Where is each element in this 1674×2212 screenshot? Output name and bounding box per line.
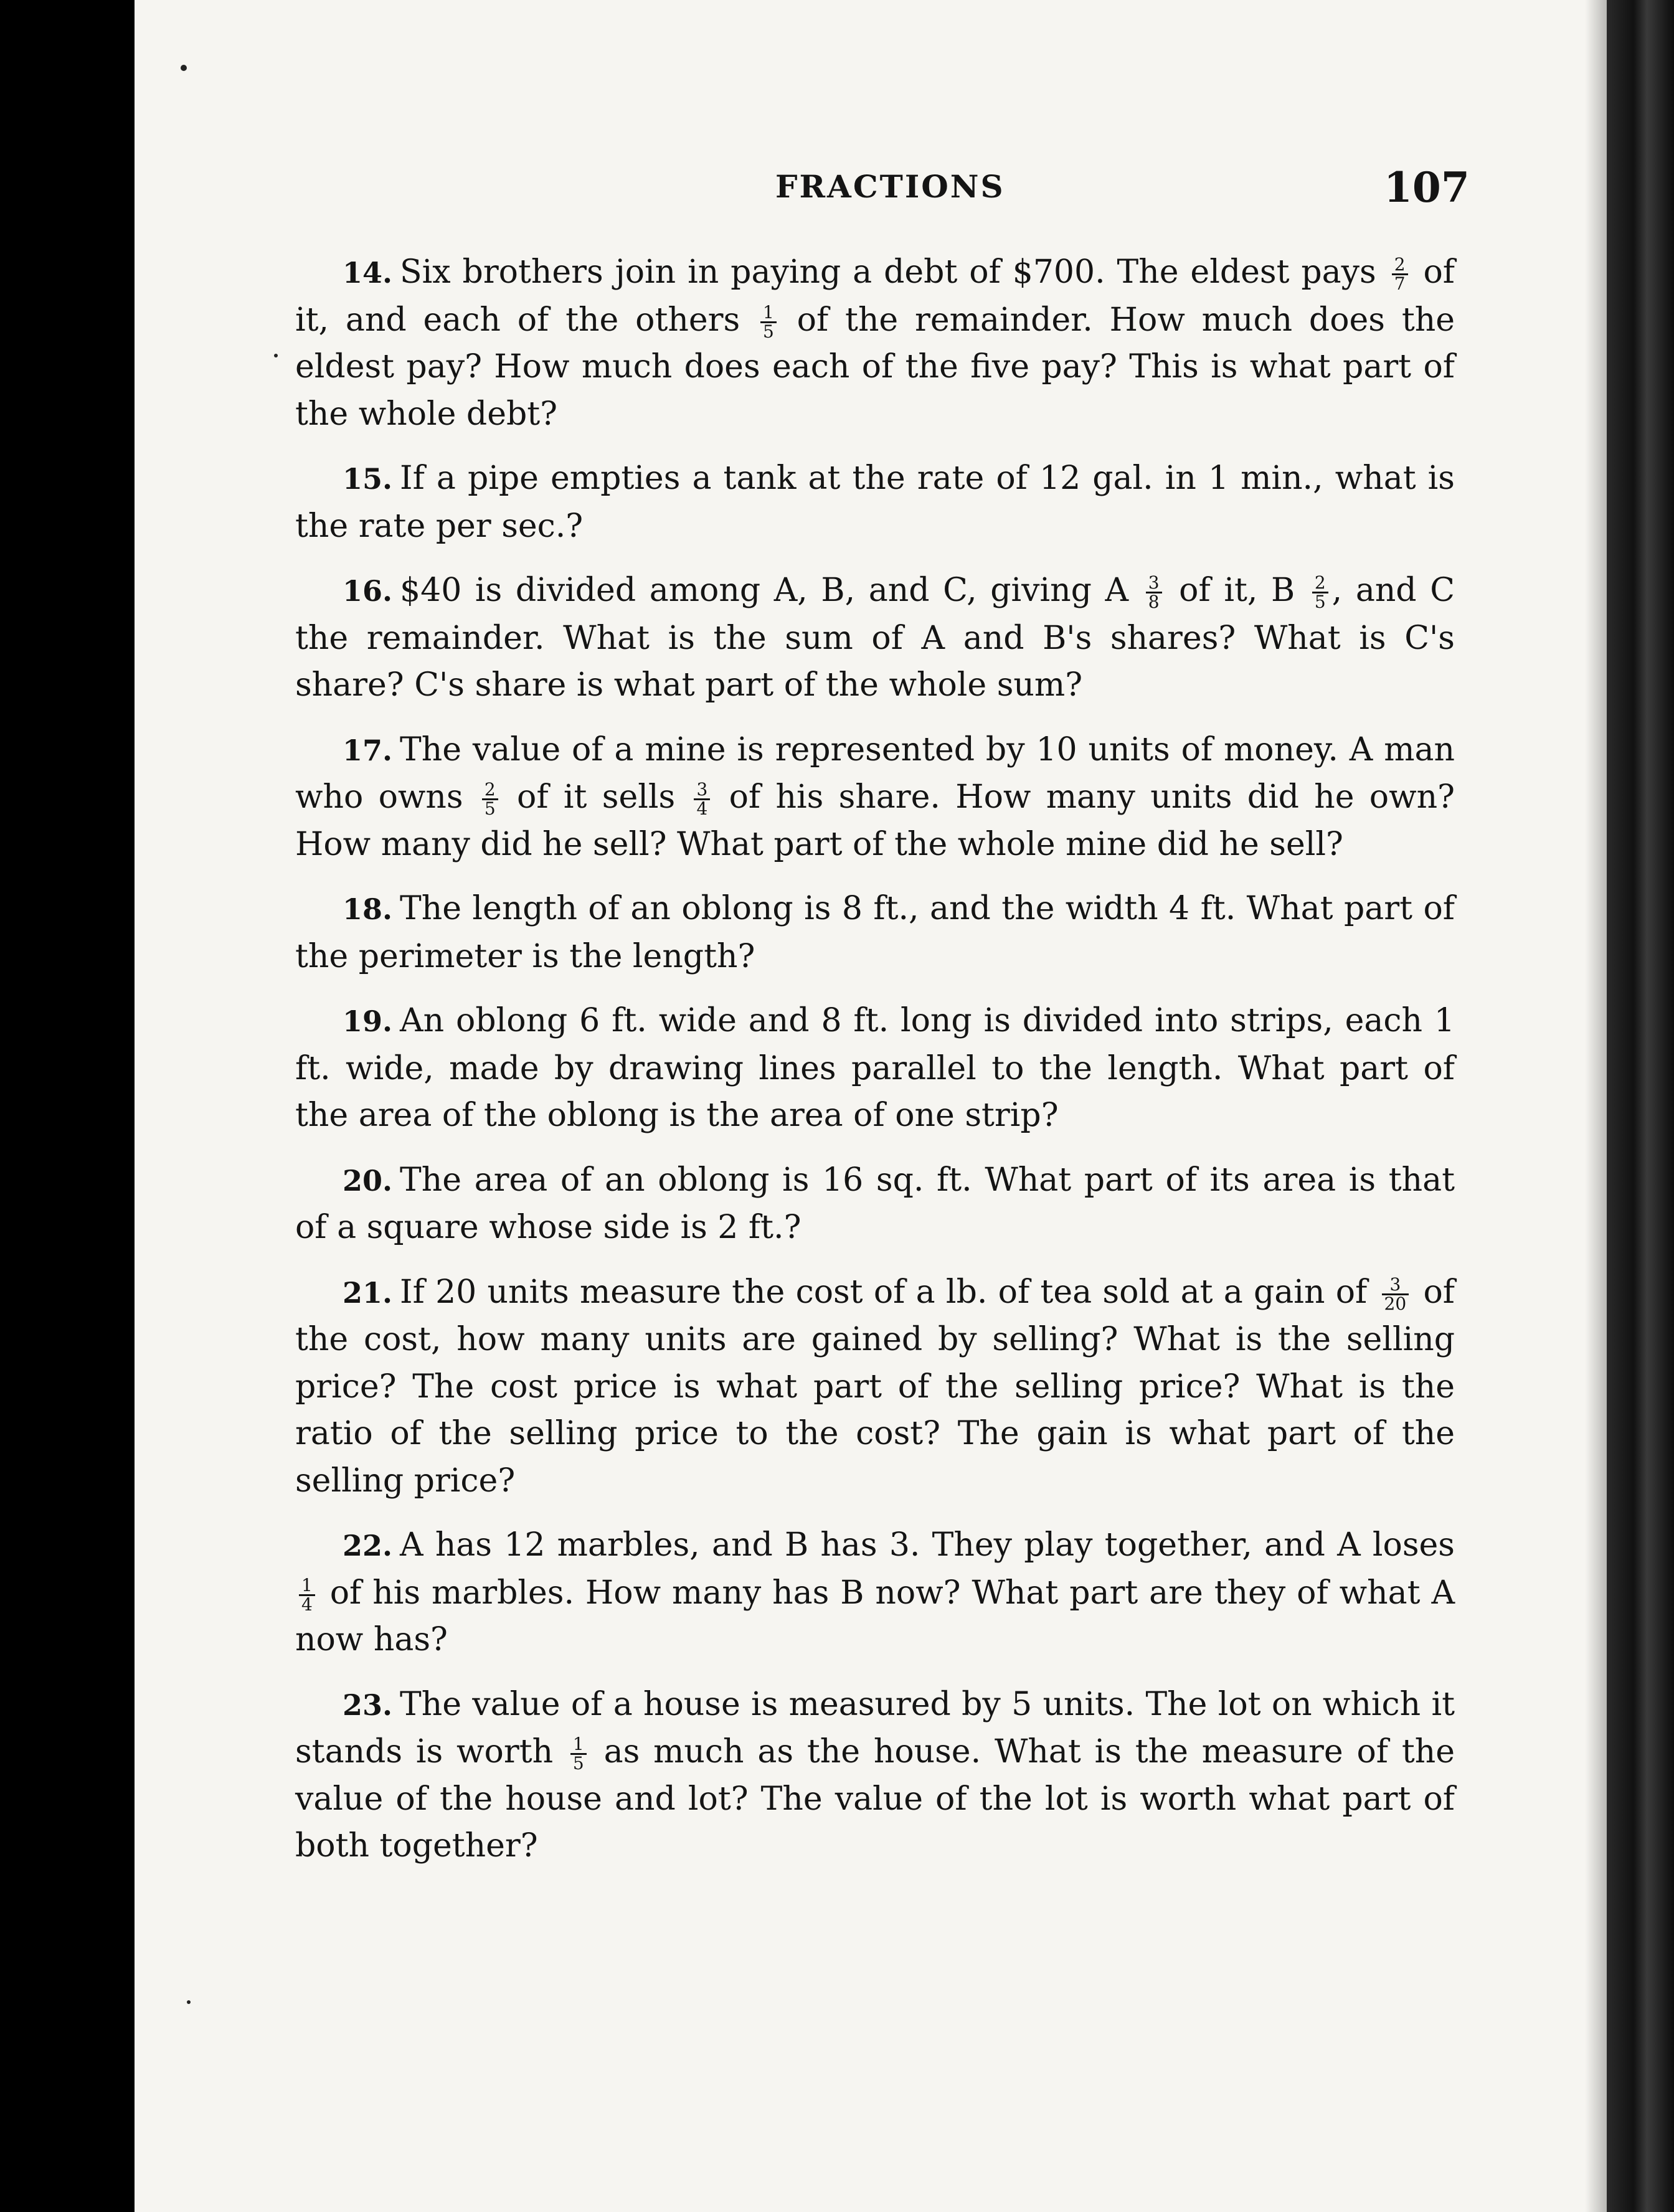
- problem-text: as much as the house. What is the measure of the value of the house and lot? The value of the lot is worth what part of both together?: [295, 1733, 1455, 1865]
- problem-number: 16.: [343, 574, 393, 608]
- problem-text: The value of a mine is represented by 10 units of money. A man who owns: [295, 730, 1455, 816]
- problem-text: The value of a house is measured by 5 units. The lot on which it stands is worth: [295, 1685, 1455, 1770]
- problem-paragraph: [295, 1269, 1455, 1505]
- problem-text: of the cost, how many units are gained by selling? What is the selling price? The cost price is what part of the selling price? What is the ratio of the selling price to the cost? The gain is what part of the selling price?: [295, 1273, 1455, 1500]
- fraction-numerator: 2: [1392, 256, 1408, 275]
- problem-paragraph: [295, 727, 1455, 869]
- problem-number: 15.: [343, 462, 393, 496]
- problem-paragraph: [295, 886, 1455, 980]
- fraction-numerator: 3: [694, 781, 710, 800]
- problem-text: of his marbles. How many has B now? What part are they of what A now has?: [295, 1574, 1455, 1658]
- gutter-shadow: [1585, 0, 1607, 2212]
- problem-paragraph: [295, 1157, 1455, 1252]
- problem-text: An oblong 6 ft. wide and 8 ft. long is divided into strips, each 1 ft. wide, made by drawing lines parallel to the length. What part of the area of the oblong is the area of one strip?: [295, 1002, 1455, 1134]
- problem-paragraph: [295, 1681, 1455, 1870]
- fraction-numerator: 2: [482, 781, 498, 800]
- problem-text: The length of an oblong is 8 ft., and the width 4 ft. What part of the perimeter is the length?: [295, 890, 1455, 975]
- fraction-numerator: 1: [760, 304, 777, 323]
- page-edge: [1607, 0, 1674, 2212]
- fraction-numerator: 2: [1312, 574, 1328, 593]
- fraction: [1382, 1276, 1409, 1313]
- problem-list: [295, 249, 1455, 1888]
- fraction: [694, 781, 710, 818]
- problem-text: of it, B: [1165, 572, 1308, 609]
- fraction: [299, 1574, 315, 1615]
- problem-number: 18.: [343, 892, 393, 926]
- problem-number: 23.: [343, 1688, 393, 1722]
- fraction-denominator: 5: [1314, 592, 1326, 612]
- page-header: [0, 163, 1674, 219]
- problem-number: 17.: [343, 733, 393, 767]
- fraction-denominator: 5: [572, 1753, 584, 1774]
- problem-number: 14.: [343, 256, 393, 290]
- fraction-numerator: 3: [1146, 574, 1162, 593]
- problem-paragraph: [295, 1522, 1455, 1664]
- fraction: [1312, 574, 1328, 611]
- problem-text: , and C the remainder. What is the sum of A and B's shares? What is C's share? C's share is what part of the whole sum?: [295, 572, 1455, 704]
- ink-speck: [187, 2000, 191, 2004]
- fraction-numerator: 1: [299, 1577, 315, 1596]
- fraction: [570, 1736, 587, 1772]
- problem-text: The area of an oblong is 16 sq. ft. What part of its area is that of a square whose side is 2 ft.?: [295, 1161, 1455, 1246]
- page-number: 107: [1384, 163, 1470, 212]
- problem-paragraph: [295, 249, 1455, 438]
- problem-paragraph: [295, 998, 1455, 1140]
- problem-paragraph: [295, 567, 1455, 709]
- problem-text: If a pipe empties a tank at the rate of 12 gal. in 1 min., what is the rate per sec.?: [295, 460, 1455, 545]
- fraction: [1146, 574, 1162, 611]
- fraction-denominator: 20: [1384, 1293, 1407, 1314]
- fraction: [1392, 256, 1408, 293]
- problem-number: 21.: [343, 1275, 393, 1310]
- fraction: [760, 301, 777, 342]
- problem-text: of his share. How many units did he own? How many did he sell? What part of the whole mine did he sell?: [295, 778, 1455, 863]
- fraction-denominator: 4: [696, 798, 708, 819]
- fraction-numerator: 1: [570, 1736, 587, 1755]
- running-head: FRACTIONS: [775, 168, 1005, 205]
- problem-number: 20.: [343, 1163, 393, 1198]
- problem-text: of it sells: [501, 778, 691, 816]
- fraction-numerator: 3: [1382, 1276, 1409, 1295]
- problem-text: of it, and each of the others: [295, 253, 1455, 339]
- problem-text: Six brothers join in paying a debt of $700. The eldest pays: [400, 253, 1388, 291]
- fraction-denominator: 8: [1148, 592, 1160, 612]
- problem-number: 22.: [343, 1529, 393, 1562]
- fraction-denominator: 7: [1394, 273, 1406, 294]
- problem-text: of the remainder. How much does the eldest pay? How much does each of the five pay? This is what part of the whole debt?: [295, 301, 1455, 433]
- problem-paragraph: [295, 455, 1455, 550]
- problem-text: $40 is divided among A, B, and C, giving A: [400, 572, 1142, 609]
- problem-number: 19.: [343, 1004, 393, 1038]
- fraction-denominator: 5: [762, 321, 774, 342]
- fraction: [482, 781, 498, 818]
- problem-text: If 20 units measure the cost of a lb. of tea sold at a gain of: [400, 1273, 1378, 1311]
- fraction-denominator: 4: [301, 1594, 313, 1615]
- ink-speck: [274, 354, 278, 357]
- fraction-denominator: 5: [484, 798, 496, 819]
- problem-text: A has 12 marbles, and B has 3. They play together, and A loses: [400, 1526, 1455, 1564]
- ink-speck: [181, 65, 187, 71]
